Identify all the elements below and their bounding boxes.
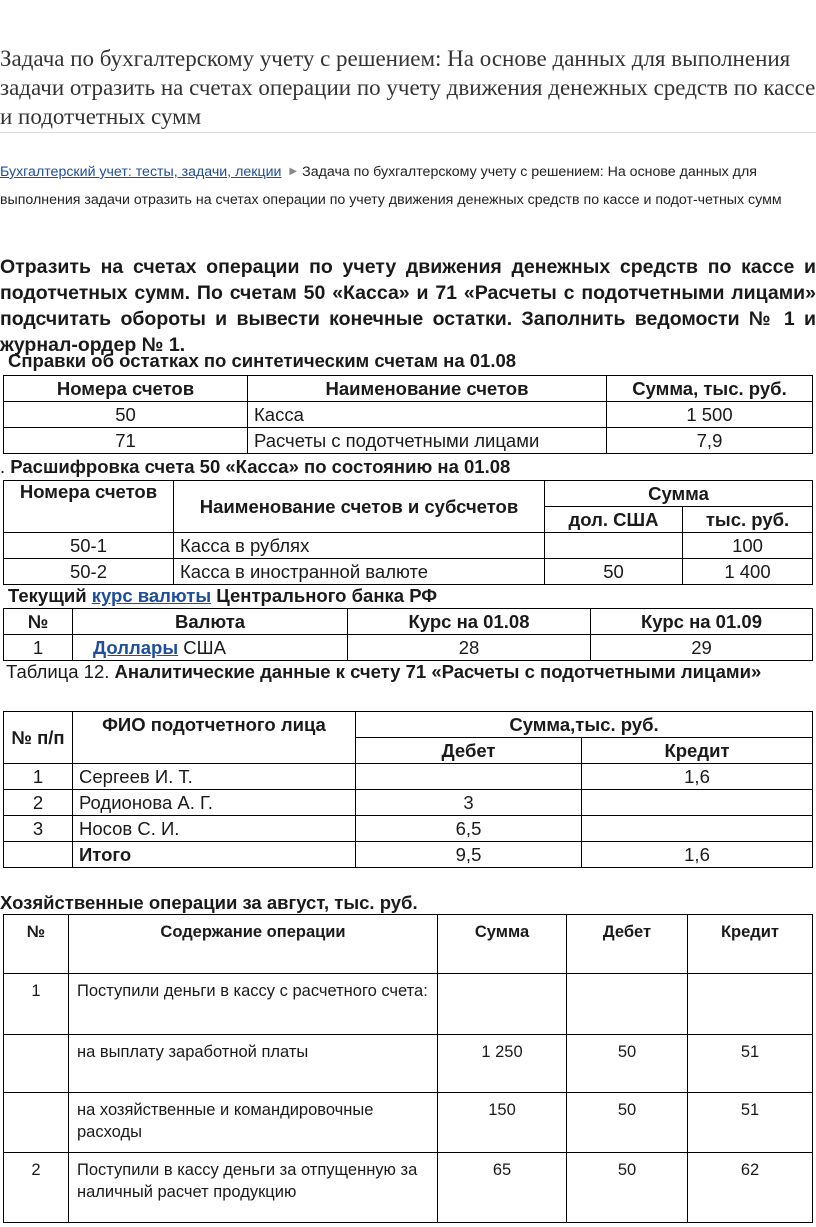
cell — [356, 764, 582, 790]
cell: Касса — [248, 402, 607, 428]
cell: 1 — [4, 764, 73, 790]
caption-prefix: . — [0, 456, 6, 477]
cell: 29 — [591, 635, 813, 661]
table12-header: Дебет — [356, 738, 582, 764]
cell: 3 — [356, 790, 582, 816]
table12-header: Кредит — [582, 738, 813, 764]
rates-header: Валюта — [73, 609, 348, 635]
cell: 2 — [4, 790, 73, 816]
rates-caption — [8, 585, 437, 607]
cell: 71 — [4, 428, 248, 454]
cell: на выплату заработной платы — [69, 1035, 438, 1093]
cell — [545, 533, 683, 559]
operations-header: № — [4, 915, 69, 974]
cell — [582, 816, 813, 842]
operations-caption: Хозяйственные операции за август, тыс. руб. — [0, 892, 418, 913]
cell: 62 — [688, 1153, 813, 1223]
cell: 1,6 — [582, 764, 813, 790]
operations-header: Содержание операции — [69, 915, 438, 974]
operations-header: Дебет — [567, 915, 688, 974]
cell: 50 — [567, 1035, 688, 1093]
caption-text: Текущий — [8, 585, 87, 606]
rates-header: Курс на 01.09 — [591, 609, 813, 635]
cell: 50 — [545, 559, 683, 585]
cell: Носов С. И. — [73, 816, 356, 842]
title-divider — [0, 132, 816, 133]
currency-rate-link[interactable]: курс валюты — [91, 585, 212, 606]
breakdown-caption — [0, 456, 510, 478]
cell — [73, 635, 348, 661]
rates-header: № — [4, 609, 73, 635]
table-row — [4, 428, 813, 454]
cell: 50-1 — [4, 533, 174, 559]
caption-text: Аналитические данные к счету 71 «Расчеты с подотчетными лицами» — [114, 661, 762, 682]
operations-header: Сумма — [438, 915, 567, 974]
cell: 1 250 — [438, 1035, 567, 1093]
cell: 3 — [4, 816, 73, 842]
cell: 1 400 — [683, 559, 813, 585]
cell: 1 — [4, 635, 73, 661]
cell: 1 — [4, 974, 69, 1035]
table12-caption — [0, 660, 816, 684]
cell — [438, 974, 567, 1035]
cell: 6,5 — [356, 816, 582, 842]
cell: Касса в иностранной валюте — [174, 559, 545, 585]
table12-header: Сумма,тыс. руб. — [356, 712, 813, 738]
cell: на хозяйственные и командировочные расходы — [69, 1093, 438, 1153]
breakdown-header: Наименование счетов и субсчетов — [174, 481, 545, 533]
page-title: Задача по бухгалтерскому учету с решением: На основе данных для выполнения задачи отразить на счетах операции по учету движения денежных средств по кассе и подотчетных сумм — [0, 46, 816, 129]
cell: 51 — [688, 1035, 813, 1093]
caption-text: Расшифровка счета 50 «Касса» по состоянию на 01.08 — [10, 456, 511, 477]
breadcrumb — [0, 158, 800, 214]
cell: 50-2 — [4, 559, 174, 585]
cell: Родионова А. Г. — [73, 790, 356, 816]
cell: 7,9 — [607, 428, 813, 454]
cell: Поступили деньги в кассу с расчетного счета: — [69, 974, 438, 1035]
table-row — [4, 790, 813, 816]
breakdown-header: тыс. руб. — [683, 507, 813, 533]
cell — [688, 974, 813, 1035]
cell-text: США — [178, 636, 226, 658]
cell: 1 500 — [607, 402, 813, 428]
operations-table — [3, 914, 813, 1223]
table12-header: ФИО подотчетного лица — [73, 712, 356, 764]
breakdown-table — [3, 480, 813, 585]
table-row — [4, 816, 813, 842]
cell: Сергеев И. Т. — [73, 764, 356, 790]
operations-header: Кредит — [688, 915, 813, 974]
cell: Расчеты с подотчетными лицами — [248, 428, 607, 454]
total-debit: 9,5 — [356, 842, 582, 868]
cell: 150 — [438, 1093, 567, 1153]
cell: 65 — [438, 1153, 567, 1223]
balances-header: Сумма, тыс. руб. — [607, 376, 813, 402]
cell: Поступили в кассу деньги за отпущенную за наличный расчет продукцию — [69, 1153, 438, 1223]
breakdown-header: Сумма — [545, 481, 813, 507]
cell: 2 — [4, 1153, 69, 1223]
rates-header: Курс на 01.08 — [348, 609, 591, 635]
total-credit: 1,6 — [582, 842, 813, 868]
breadcrumb-current: Задача по бухгалтерскому учету с решением: На основе данных для выполнения задачи отразить на счетах операции по учету движения денежных средств по кассе и подот-четных сумм — [0, 164, 782, 209]
dollars-link[interactable]: Доллары — [93, 636, 179, 658]
table-row — [4, 533, 813, 559]
breakdown-header: дол. США — [545, 507, 683, 533]
cell: 50 — [567, 1153, 688, 1223]
table-label: Таблица 12. — [6, 661, 110, 682]
table12 — [3, 711, 813, 868]
cell — [567, 974, 688, 1035]
breadcrumb-arrow-icon: ▶ — [289, 166, 298, 178]
cell — [4, 842, 73, 868]
task-heading: Отразить на счетах операции по учету движения денежных средств по кассе и подотчетных сумм. По счетам 50 «Касса» и 71 «Расчеты с подотчетными лицами» подсчитать обороты и вывести конечные остатки. Заполнить ведомости № 1 и журнал-ордер № 1. — [0, 256, 816, 356]
balances-caption: Справки об остатках по синтетическим счетам на 01.08 — [8, 350, 517, 371]
breadcrumb-link[interactable]: Бухгалтерский учет: тесты, задачи, лекции — [0, 164, 282, 180]
table-row — [4, 559, 813, 585]
cell: 28 — [348, 635, 591, 661]
cell — [582, 790, 813, 816]
table-row — [4, 764, 813, 790]
table-row — [4, 974, 813, 1035]
total-row — [4, 842, 813, 868]
rates-table — [3, 608, 813, 661]
balances-table — [3, 375, 813, 454]
cell: 50 — [567, 1093, 688, 1153]
total-label: Итого — [73, 842, 356, 868]
balances-header: Номера счетов — [4, 376, 248, 402]
table-row — [4, 1035, 813, 1093]
cell: Касса в рублях — [174, 533, 545, 559]
table12-header: № п/п — [4, 712, 73, 764]
cell — [4, 1035, 69, 1093]
table-row — [4, 635, 813, 661]
cell: 100 — [683, 533, 813, 559]
table-row — [4, 402, 813, 428]
table-row — [4, 1093, 813, 1153]
cell: 51 — [688, 1093, 813, 1153]
cell: 50 — [4, 402, 248, 428]
table-row — [4, 1153, 813, 1223]
cell — [4, 1093, 69, 1153]
caption-text: Центрального банка РФ — [216, 585, 438, 606]
breakdown-header: Номера счетов — [4, 481, 174, 533]
balances-header: Наименование счетов — [248, 376, 607, 402]
